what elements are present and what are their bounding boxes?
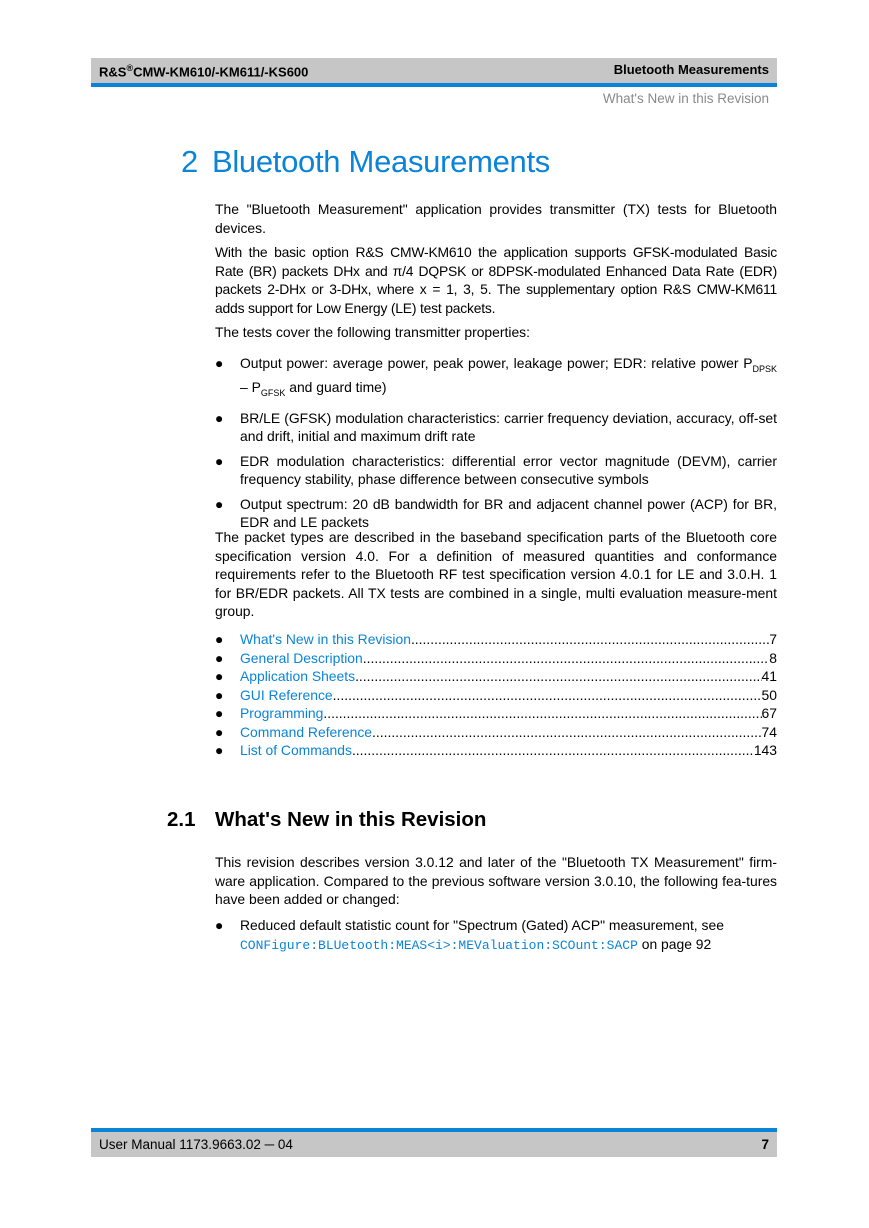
toc-entry-general-description[interactable] xyxy=(215,649,777,668)
product-name: R&S®CMW-KM610/-KM611/-KS600 xyxy=(99,63,309,80)
chapter-name: Bluetooth Measurements xyxy=(613,62,769,77)
toc-page: 67 xyxy=(761,705,777,721)
toc-link[interactable]: Programming xyxy=(240,705,324,721)
revision-paragraph: This revision describes version 3.0.12 and later of the "Bluetooth TX Measurement" firm-ware application. Compared to the previous software version 3.0.10, the following fea-tures have been added or changed: xyxy=(215,854,777,907)
page-number: 7 xyxy=(761,1137,769,1152)
toc-page: 74 xyxy=(761,723,777,740)
bullet: ● xyxy=(215,631,224,647)
list-item: ● BR/LE (GFSK) modulation characteristics: carrier frequency deviation, accuracy, off-set and drift, initial and maximum drift rate xyxy=(215,409,777,445)
toc-leader xyxy=(363,649,770,668)
packets-paragraph: The packet types are described in the baseband specification parts of the Bluetooth core specification version 4.0. For a definition of measured quantities and conformance requirements refer to the Bluetooth RF test specification version 4.0.1 for LE and 3.0.H. 1 for BR/EDR packets. All TX tests are combined in a single, multi evaluation measure-ment group. xyxy=(215,529,777,619)
command-link[interactable]: CONFigure:BLUetooth:MEAS<i>:MEValuation:SCOunt:SACP xyxy=(240,937,638,953)
toc-leader xyxy=(411,630,769,649)
toc-entry-programming[interactable] xyxy=(215,704,777,723)
toc-page: 50 xyxy=(761,686,777,703)
toc-page: 143 xyxy=(753,742,777,758)
toc-link[interactable]: GUI Reference xyxy=(240,686,333,703)
bullet: ● xyxy=(215,742,224,758)
bullet: ● xyxy=(215,917,224,933)
toc-entry-command-reference[interactable] xyxy=(215,723,777,742)
list-item: ● Output power: average power, peak power, leakage power; EDR: relative power $P_{DPSK} - P_{GFSK}$ and guard time) xyxy=(215,355,777,399)
chapter-toc xyxy=(215,630,777,760)
chapter-number: 2 xyxy=(181,144,198,179)
list-item: ● EDR modulation characteristics: differential error vector magnitude (DEVM), carrier frequency stability, phase difference between consecutive symbols xyxy=(215,452,777,488)
toc-link[interactable]: List of Commands xyxy=(240,742,352,758)
manual-id: User Manual 1173.9663.02 ─ 04 xyxy=(99,1137,293,1152)
bullet: ● xyxy=(215,705,224,721)
toc-link[interactable]: Application Sheets xyxy=(240,668,356,684)
intro-paragraph-1: The "Bluetooth Measurement" application provides transmitter (TX) tests for Bluetooth devices. xyxy=(215,201,777,236)
revision-list xyxy=(215,916,777,955)
bullet: ● xyxy=(215,355,224,371)
intro-paragraph-2: With the basic option R&S CMW-KM610 the application supports GFSK-modulated Basic Rate (BR) packets DHx and π/4 DQPSK or 8DPSK-modulated Enhanced Data Rate (EDR) packets 2-DHx or 3-DHx, where x = 1, 3, 5. The supplementary option R&S CMW-KM611 adds support for Low Energy (LE) test packets. xyxy=(215,244,777,316)
bullet: ● xyxy=(215,668,224,684)
list-item: ● Output spectrum: 20 dB bandwidth for BR and adjacent channel power (ACP) for BR, EDR and LE packets xyxy=(215,495,777,531)
toc-link[interactable]: General Description xyxy=(240,649,363,666)
bullet: ● xyxy=(215,649,224,666)
section-title: What's New in this Revision xyxy=(215,808,487,831)
running-footer xyxy=(91,1132,777,1157)
toc-entry-list-of-commands[interactable] xyxy=(215,741,777,760)
toc-link[interactable]: What's New in this Revision xyxy=(240,631,411,647)
chapter-heading xyxy=(181,144,550,180)
toc-entry-application-sheets[interactable] xyxy=(215,667,777,686)
toc-page: 41 xyxy=(761,668,777,684)
toc-page: 8 xyxy=(769,649,777,666)
toc-leader xyxy=(333,686,762,705)
bullet: ● xyxy=(215,452,224,469)
toc-leader xyxy=(352,741,754,760)
revision-text xyxy=(215,853,777,909)
bullet: ● xyxy=(215,723,224,740)
toc-page: 7 xyxy=(769,631,777,647)
toc-leader xyxy=(355,667,761,686)
section-number: 2.1 xyxy=(167,808,196,831)
list-item: ● Reduced default statistic count for "Spectrum (Gated) ACP" measurement, see CONFigure:BLUetooth:MEAS<i>:MEValuation:SCOunt:SACP on page 92 xyxy=(215,917,724,953)
running-header xyxy=(91,58,777,83)
header-rule xyxy=(91,83,777,87)
chapter-title: Bluetooth Measurements xyxy=(211,144,550,179)
section-name: What's New in this Revision xyxy=(602,91,769,106)
toc-leader xyxy=(372,723,762,742)
bullet: ● xyxy=(215,495,224,512)
intro-text xyxy=(215,200,777,342)
toc-link[interactable]: Command Reference xyxy=(240,723,373,740)
intro-paragraph-3: The tests cover the following transmitter properties: xyxy=(215,324,530,340)
toc-leader xyxy=(323,704,761,723)
section-heading xyxy=(167,808,486,832)
bullet: ● xyxy=(215,686,224,703)
toc-entry-gui-reference[interactable] xyxy=(215,686,777,705)
packets-text xyxy=(215,528,777,621)
bullet: ● xyxy=(215,409,224,426)
properties-list xyxy=(215,354,777,532)
toc-entry-whats-new[interactable] xyxy=(215,630,777,649)
